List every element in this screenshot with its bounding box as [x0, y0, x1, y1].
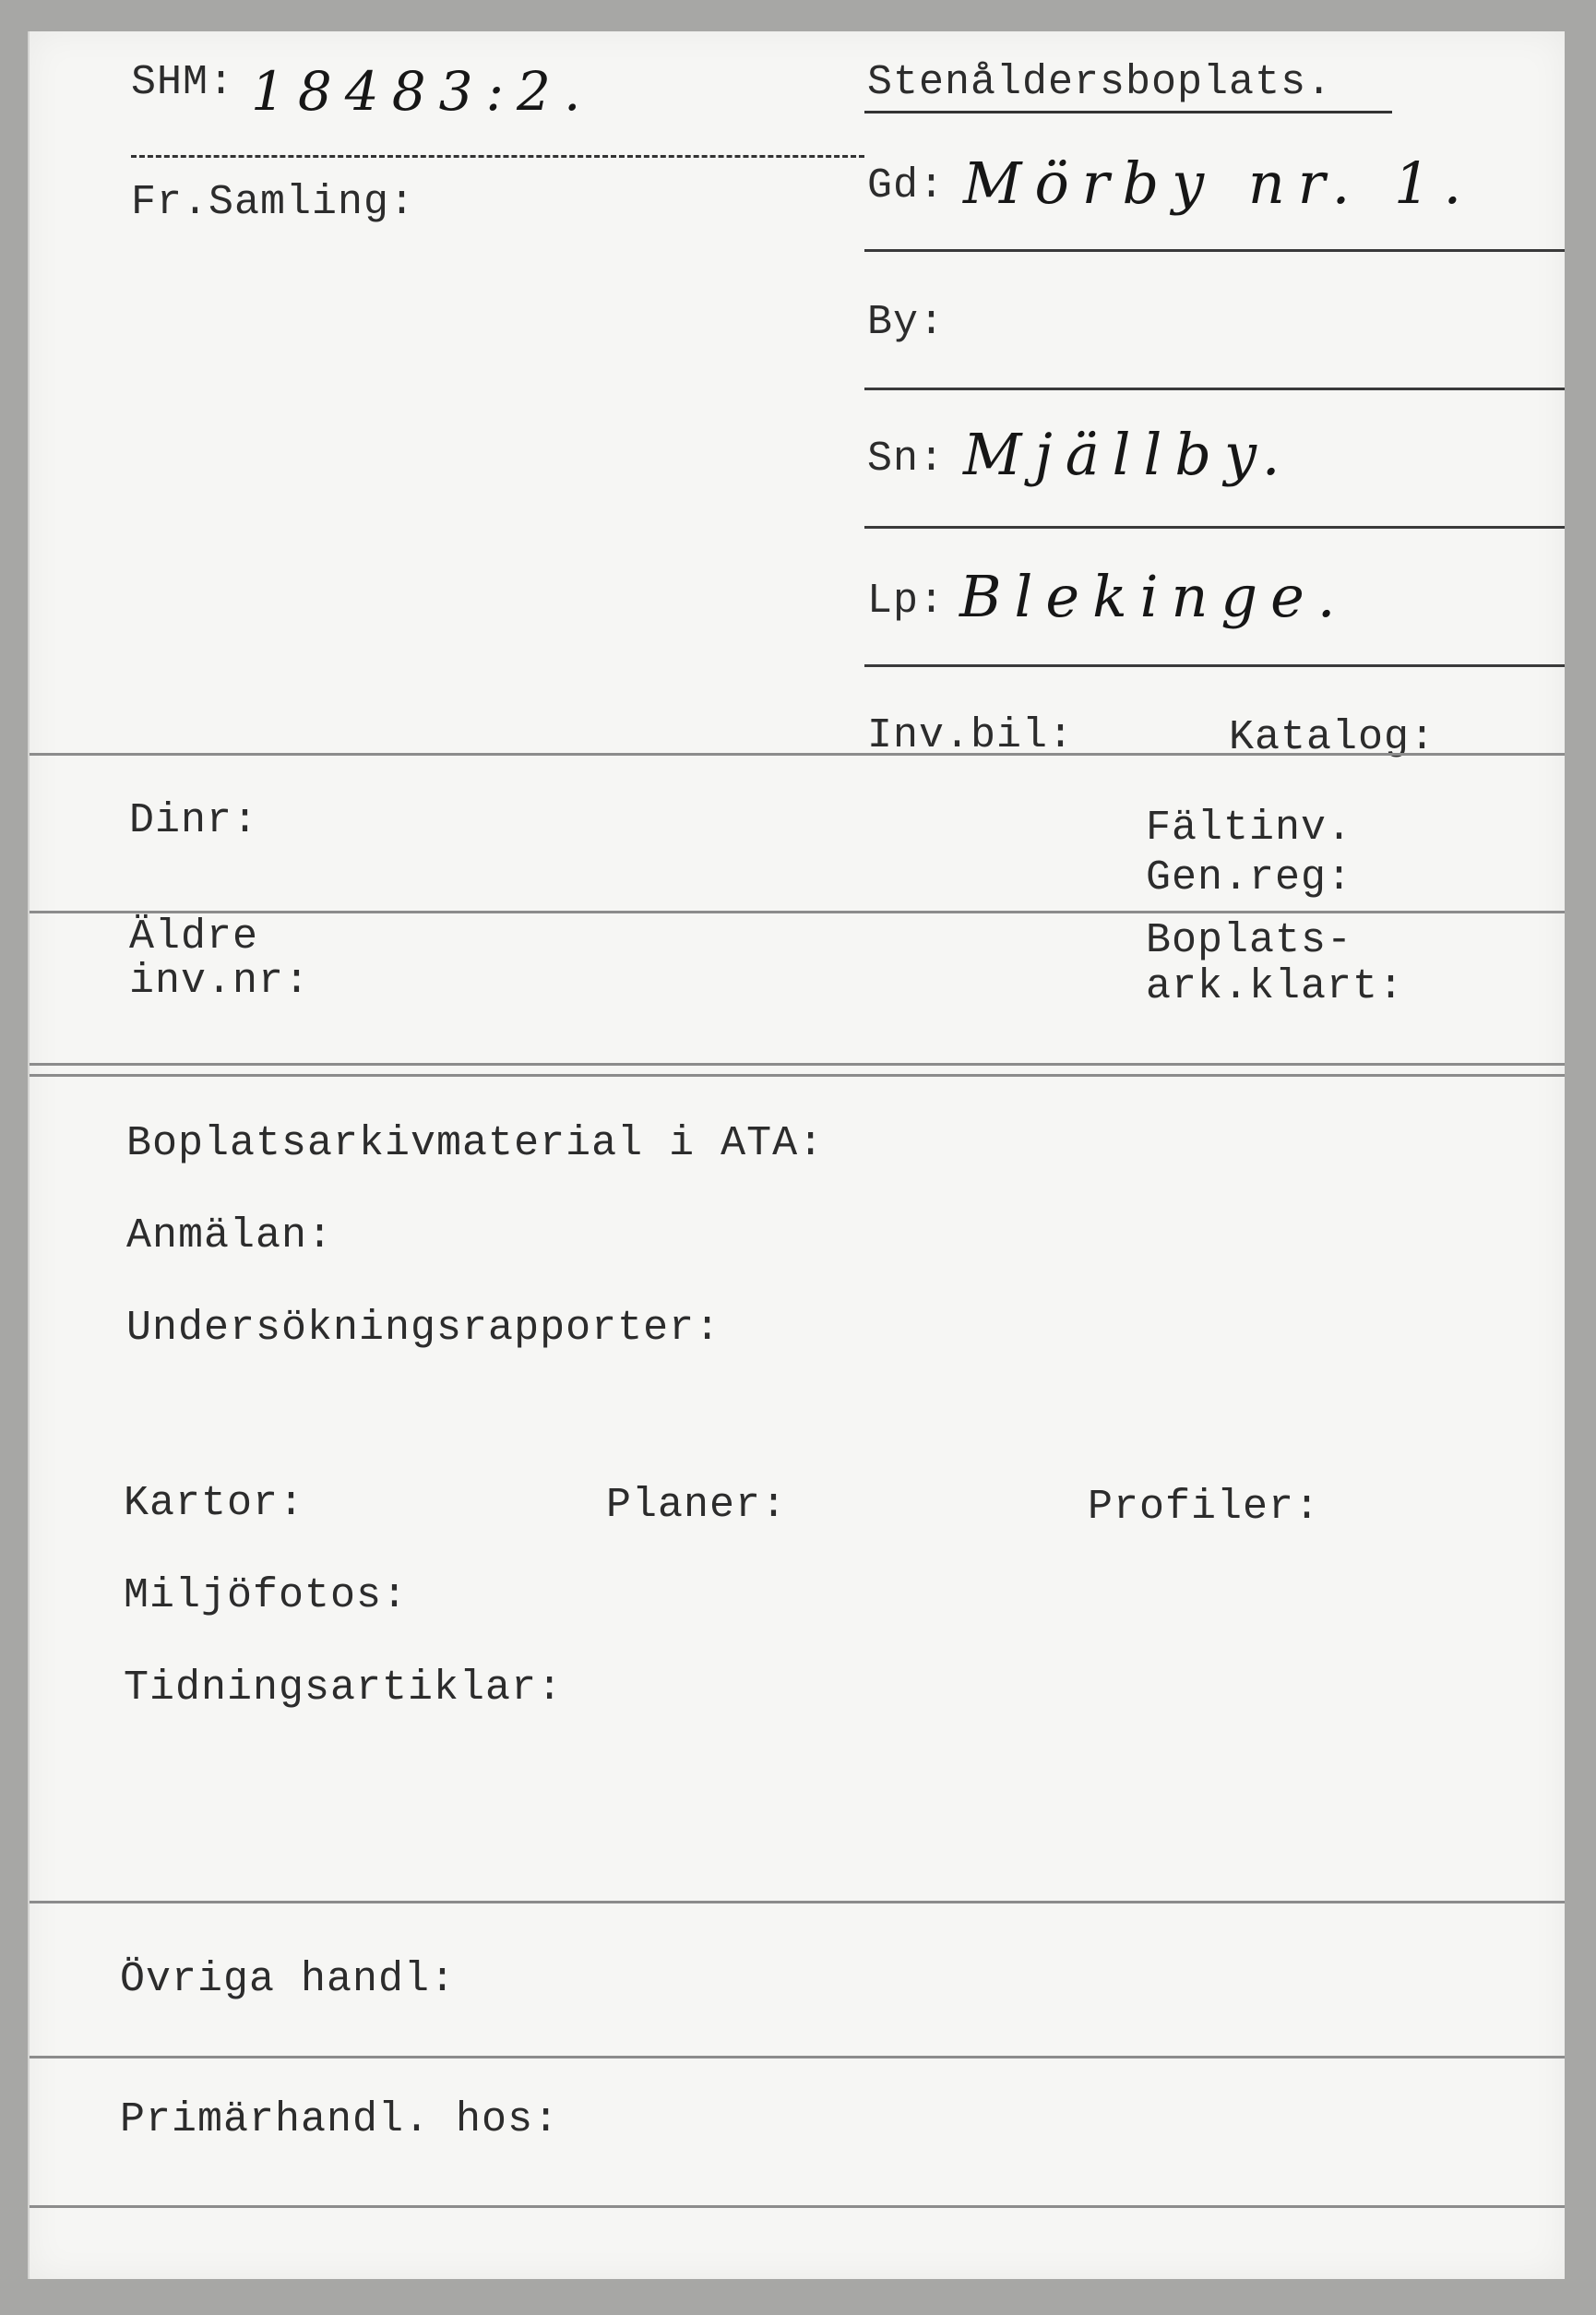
inv-nr-label: inv.nr: — [129, 958, 311, 1005]
profiler-label: Profiler: — [1088, 1484, 1321, 1531]
miljofotos-label: Miljöfotos: — [124, 1572, 409, 1619]
dinr-label: Dinr: — [129, 797, 259, 844]
site-type-label: Stenåldersboplats. — [867, 59, 1333, 106]
ovriga-handl-label: Övriga handl: — [120, 1956, 457, 2003]
index-card — [28, 31, 1565, 2279]
archive-title: Boplatsarkivmaterial i ATA: — [126, 1120, 825, 1167]
tidningsartiklar-label: Tidningsartiklar: — [124, 1665, 564, 1712]
sn-value: Mjällby. — [963, 421, 1293, 488]
double-divider-bottom — [30, 1074, 1565, 1077]
header-dashed-divider — [131, 155, 864, 158]
genreg-label: Gen.reg: — [1146, 854, 1353, 901]
by-label: By: — [867, 299, 946, 346]
lp-label: Lp: — [867, 578, 946, 625]
undersokningsrapporter-label: Undersökningsrapporter: — [126, 1305, 721, 1352]
anmalan-label: Anmälan: — [126, 1212, 334, 1259]
divider-1 — [30, 753, 1565, 756]
site-type-underline — [864, 111, 1392, 113]
planer-label: Planer: — [606, 1482, 788, 1529]
divider-3 — [30, 1901, 1565, 1903]
gd-value: Mörby nr. 1. — [963, 149, 1475, 217]
shm-number: 18483:2. — [251, 60, 594, 123]
ark-klart-label: ark.klart: — [1146, 963, 1405, 1010]
gd-divider — [864, 249, 1565, 252]
aldre-label: Äldre — [129, 913, 259, 961]
katalog-label: Katalog: — [1229, 714, 1436, 761]
sn-label: Sn: — [867, 436, 946, 483]
by-divider — [864, 388, 1565, 390]
sn-divider — [864, 526, 1565, 529]
divider-5 — [30, 2205, 1565, 2208]
shm-label: SHM: — [131, 59, 235, 106]
boplats-label: Boplats- — [1146, 917, 1353, 964]
kartor-label: Kartor: — [124, 1480, 305, 1527]
divider-4 — [30, 2056, 1565, 2058]
primarhandl-label: Primärhandl. hos: — [120, 2096, 560, 2143]
divider-2 — [30, 911, 1565, 913]
gd-label: Gd: — [867, 162, 946, 209]
inv-bil-label: Inv.bil: — [867, 712, 1075, 759]
lp-divider — [864, 664, 1565, 667]
lp-value: Blekinge. — [959, 563, 1349, 630]
double-divider-top — [30, 1063, 1565, 1066]
fr-samling-label: Fr.Samling: — [131, 179, 416, 226]
faltinv-label: Fältinv. — [1146, 805, 1353, 852]
